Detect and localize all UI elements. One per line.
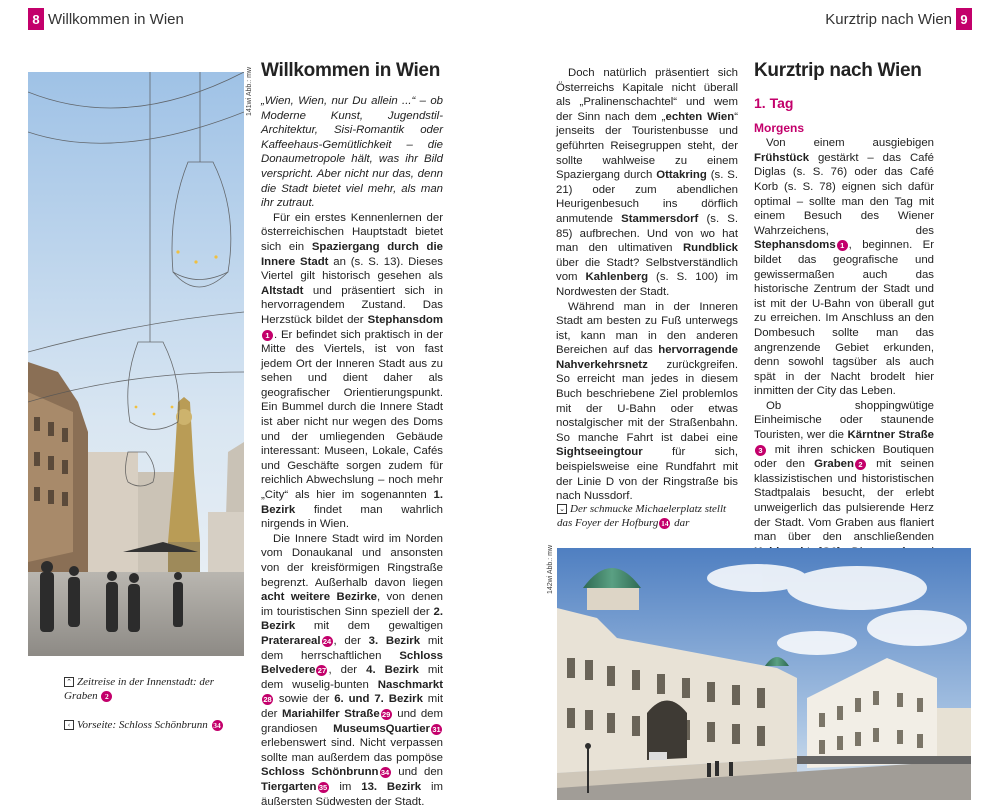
marker-badge: 1 [262,330,273,341]
right-paragraph-4: Ob shoppingwütige Einheimische oder staunende Touristen, wer die Kärntner Straße3 mit ihren schicken Boutiquen oder den Graben 2 mit seinen klassizistischen und historistischen Stadtpalais besucht, der erlebt unweigerlich das pulsierende Herz der Stadt. Vom Graben aus flaniert man über den anschließenden [754,399,935,544]
right-paragraph-3: Von einem ausgiebigen Frühstück gestärkt – das Café Diglas (s. S. 76) oder das Café Korb (s. S. 78) eignen sich dafür optimal – sollte man den Tag mit einem Besuch des Wiener Wahrzeichens, des Stephansdoms 1 , beginnen. Er bildet das geografische und gewissermaßen auch das historische Zentrum der Stadt und ist mit der U-Bahn von überall gut zu erreichen. Im Anschluss an den Dombesuch sollte man das angrenzende Gebiet erkunden, denn sowohl tagsüber als auch spät in der Nacht brodelt hier inmitten der City das Leben. [754,137,934,398]
caption-arrow-down-icon: ⌄ [557,504,567,514]
marker-badge: 24 [322,636,332,646]
marker-badge: 2 [855,459,866,470]
marker-badge: 2 [101,691,112,702]
right-page [500,0,1000,800]
marker-badge: 3 [755,445,766,456]
right-paragraph-2: Während man in der Inneren Stadt am besten zu Fuß unterwegs ist, kann man in den anderen Bereichen auf das hervorragende Nahverkehrsnetz zurückgreifen. So erreicht man jedes in diesem Buch beschriebene Ziel problemlos mit der U-Bahn oder etwas nostalgischer mit der Straßenbahn. So manche Fahrt ist dabei eine Sightseeingtour für sich, beispielsweise eine Rundfahrt mit der Linie D von der Ringstraße bis nach Nussdorf. [556,300,738,503]
left-paragraph-2: Die Innere Stadt wird im Norden vom Donaukanal und ansonsten von der kreisförmigen Ringstraße begrenzt. Außerhalb davon liegen acht weitere Bezirke, von denen im touristischen Sinn speziell der 2. Bezirk mit dem gewaltigen Praterareal 24 , der 3. Bezirk mit dem herrschaftlichen Schloss Belvedere 27 , der 4. Bezirk mit dem wuselig-bunten Naschmarkt28 sowie der 6. und 7. Bezirk mit der Mariahilfer Straße 29 und dem grandiosen MuseumsQuartier 31 erlebenswert sind. Nicht verpassen sollte man außerdem das pompöse Schloss Schönbrunn 34 und den Tiergarten 35 im 13. Bezirk im äußersten Südwesten der Stadt. [261,532,443,808]
left-caption-2: ‹ Vorseite: Schloss Schönbrunn 34 [64,718,239,732]
marker-badge: 28 [263,695,272,705]
time-subheading: Morgens [754,120,805,135]
left-caption-1: ⌃ Zeitreise in der Innenstadt: der Graben 2 [64,676,215,702]
right-paragraph-1: Doch natürlich präsentiert sich Österreichs Kapitale nicht überall als „Pralinenschachtel“ und wem der Sinn nach dem „echten Wien“ jenseits der Touristenbusse und geführten Reisegruppen steht, der sollte wahlweise zu einem Spaziergang durch Ottakring (s. S. 21) oder zum abendlichen Heurigenbesuch ins dörflich anmutende Stammersdorf (s. S. 85) aufbrechen. Und von wo hat man den ultimativen Rundblick über die Stadt? Selbstverständlich vom Kahlenberg (s. S. 100) im Nordwesten der Stadt. [556,67,738,298]
left-lead-paragraph: „Wien, Wien, nur Du allein ...“ – ob Moderne Kunst, Jugendstil-Architektur, Sisi-Romantik oder Kaffeehaus-Gemütlichkeit – die Donaumetropole hält, was ihr Bild verspricht. Aber nicht nur das, denn die Stadt bietet viel mehr, als man ihr zutraut. [261,95,443,210]
caption-arrow-up-icon: ⌃ [64,677,74,687]
right-caption: ⌄ Der schmucke Michaelerplatz stellt das Foyer der Hofburg 14 dar [557,503,727,529]
caption-arrow-left-icon: ‹ [64,720,74,730]
marker-badge: 29 [382,709,391,719]
left-text-column [261,94,443,809]
left-photo-credit: 141wi Abb.: mw [246,66,253,116]
left-page-number: 8 [28,8,44,30]
left-page [0,0,500,808]
graben-photo [28,72,244,656]
left-heading: Willkommen in Wien [261,60,440,81]
right-heading: Kurztrip nach Wien [754,60,922,81]
michaelerplatz-photo [557,548,971,800]
right-running-title: Kurztrip nach Wien [825,10,952,28]
right-running-header [821,8,972,30]
marker-badge: 35 [318,782,328,792]
marker-badge: 34 [380,768,390,778]
left-running-title: Willkommen in Wien [48,10,184,28]
right-text-column-2 [754,94,934,603]
left-running-header [28,8,188,30]
marker-badge: 1 [837,240,848,251]
marker-badge: 31 [432,724,441,734]
right-page-number: 9 [956,8,972,30]
day-subheading: 1. Tag [754,95,794,111]
marker-badge: 27 [317,666,327,676]
right-photo-credit: 142wi Abb.: mw [547,544,554,594]
left-paragraph-1: Für ein erstes Kennenlernen der österreichischen Hauptstadt bietet sich ein Spaziergang durch die Innere Stadt an (s. S. 13). Dieses Viertel gilt historisch gesehen als Altstadt und präsentiert sich in hervorragendem Zustand. Das Herzstück bildet der Stephansdom1 . Er befindet sich praktisch in der Mitte des Viertels, ist von fast jedem Ort der Inneren Stadt aus zu sehen und dient daher als geografischer Orientierungspunkt. Ein Bummel durch die Innere Stadt ist aber nicht nur wegen des Doms und der umliegenden Gebäude interessant: Museen, Lokale, Cafés und Geschäfte sorgen zudem für reichlich Abwechslung – noch mehr „City“ als hier im sogenannten 1. Bezirk findet man wahrlich nirgends in Wien. [261,211,443,531]
marker-badge: 14 [661,519,669,528]
right-text-column-1 [556,66,738,504]
marker-badge: 34 [213,721,221,730]
